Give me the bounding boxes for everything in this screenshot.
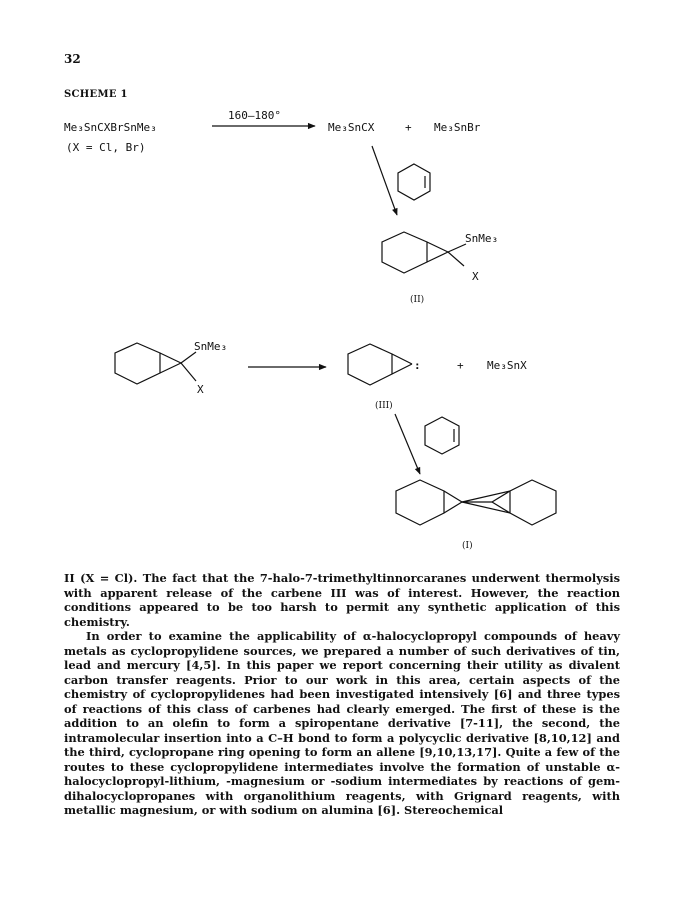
paragraph: II (X = Cl). The fact that the 7-halo-7-trimethyltinnorcaranes underwent thermolysis with apparent release of the carbene III was of interest. However, the reaction conditions appeared to be too harsh to permit any synthetic application of this chemistry.: [64, 571, 620, 629]
reactant-formula: Me₃SnCXBrSnMe₃: [64, 121, 157, 134]
stannyl-norcarane-structure: [115, 343, 196, 384]
cyclohexene-icon: [425, 417, 459, 454]
page-number: 32: [64, 52, 81, 66]
product-2-formula: Me₃SnBr: [434, 121, 481, 134]
byproduct-formula: Me₃SnX: [487, 359, 527, 372]
paragraph: In order to examine the applicability of α-halocyclopropyl compounds of heavy metals as cyclopropylidene sources, we prepared a number of such derivatives of tin, lead and mercury [4,5]. In this paper we report concerning their utility as divalent carbon transfer reagents. Prior to our work in this area, certain aspects of the chemistry of cyclopropylidenes had been investigated intensively [6] and three types of reactions of this class of carbenes had clearly emerged. The first of these is the addition to an olefin to form a spiropentane derivative [7-11], the second, the intramolecular insertion into a C–H bond to form a polycyclic derivative [8,10,12] and the third, cyclopropane ring opening to form an allene [9,10,13,17]. Quite a few of the routes to these cyclopropylidene intermediates involve the formation of unstable α-halocyclopropyl-lithium, -magnesium or -sodium intermediates by reactions of gem-dihalocyclopropanes with organolithium reagents, with Grignard reagents, with metallic magnesium, or with sodium on alumina [6]. Stereochemical: [64, 629, 620, 817]
reactant-note: (X = Cl, Br): [66, 141, 146, 154]
plus-sign-2: +: [457, 359, 464, 372]
scheme-title: SCHEME 1: [64, 89, 128, 100]
reaction-arrow-2: [372, 146, 397, 215]
carbene-iii-structure: [348, 344, 412, 385]
compound-ii-substituent-top: SnMe₃: [465, 232, 499, 245]
compound-i-structure: [396, 480, 556, 525]
product-1-formula: Me₃SnCX: [328, 121, 375, 134]
stannyl-norcarane-substituent-bottom: X: [197, 383, 204, 396]
compound-i-label: (I): [462, 541, 473, 551]
carbene-iii-label: (III): [375, 401, 393, 411]
cyclohexene-icon: [398, 164, 430, 200]
compound-ii-label: (II): [410, 295, 425, 305]
compound-ii-substituent-bottom: X: [472, 270, 479, 283]
compound-ii-structure: [382, 232, 466, 273]
body-text: [64, 571, 620, 818]
carbene-lone-pair: :: [414, 359, 421, 372]
reaction-arrow-4: [395, 414, 420, 474]
reaction-conditions: 160–180°: [228, 109, 281, 122]
stannyl-norcarane-substituent-top: SnMe₃: [194, 340, 228, 353]
plus-sign-1: +: [405, 121, 412, 134]
